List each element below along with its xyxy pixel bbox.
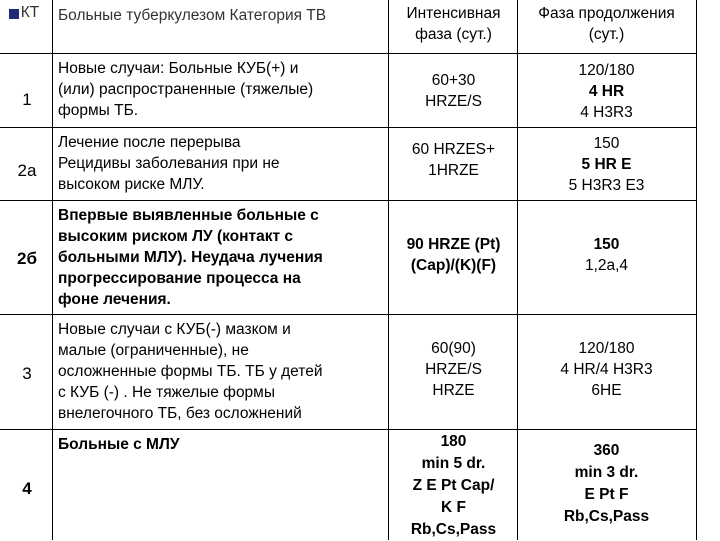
header-description: Больные туберкулезом Категория ТВ — [58, 7, 327, 24]
header-kt: КТ — [20, 4, 40, 21]
header-intensive-phase: Интенсивная фаза (сут.) — [406, 5, 501, 43]
row-1-description: Новые случаи: Больные КУБ(+) и (или) распространенные (тяжелые) формы ТБ. — [58, 60, 314, 119]
row-3-continuation: 120/180 4 HR/4 H3R3 6HE — [560, 339, 653, 399]
row-4-intensive: 180 min 5 dr. Z E Pt Cap/ K F Rb,Cs,Pass — [410, 433, 497, 538]
row-4-category: 4 — [22, 478, 32, 498]
row-1-category: 1 — [22, 90, 32, 109]
header-continuation-phase: Фаза продолжения (сут.) — [538, 5, 675, 43]
row-4-description: Больные с МЛУ — [58, 436, 180, 453]
row-3-description: Новые случаи с КУБ(-) мазком и малые (ограниченные), не осложненные формы ТБ. ТБ у детей с КУБ (-) . Не тяжелые формы внелегочного ТБ, без осложнений — [58, 321, 323, 422]
row-2a-category: 2а — [17, 160, 37, 180]
row-2a-intensive: 60 HRZES+ 1HRZE — [411, 141, 496, 179]
row-2b-intensive: 90 HRZE (Pt) (Cap)/(K)(F) — [406, 236, 501, 274]
row-2a-description: Лечение после перерыва Рецидивы заболевания при не высоком риске МЛУ. — [58, 134, 280, 193]
row-2b-continuation: 150 1,2а,4 — [584, 236, 629, 274]
row-3-category: 3 — [22, 363, 32, 383]
row-1-intensive: 60+30 HRZE/S — [425, 72, 482, 110]
row-2b-description: Впервые выявленные больные с высоким риском ЛУ (контакт с больными МЛУ). Неудача лучения прогрессирование процесса на фоне лечения. — [58, 207, 323, 308]
row-2a-continuation: 150 5 HR E 5 H3R3 E3 — [568, 135, 645, 194]
row-4-continuation: 360 min 3 dr. E Pt F Rb,Cs,Pass — [563, 442, 650, 525]
row-1-continuation: 120/180 4 HR 4 H3R3 — [578, 61, 635, 121]
row-3-intensive: 60(90) HRZE/S HRZE — [425, 339, 482, 399]
row-2b-category: 2б — [17, 249, 37, 268]
